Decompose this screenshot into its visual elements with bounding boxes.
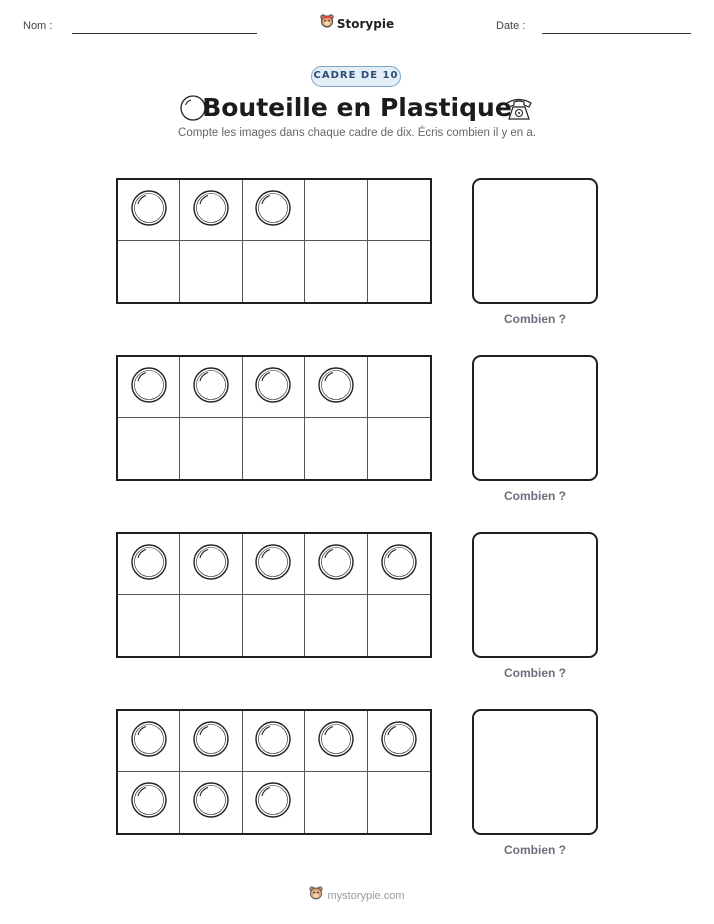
ten-frame-cell (243, 357, 305, 418)
plastic-bottle-icon (130, 543, 168, 586)
ten-frame-cell (118, 418, 180, 479)
plastic-bottle-icon (254, 781, 292, 824)
ten-frame-cell (243, 534, 305, 595)
answer-box[interactable] (472, 532, 598, 658)
ten-frame-cell (305, 595, 367, 656)
ten-frame-cell (368, 357, 430, 418)
ten-frame-cell (368, 595, 430, 656)
plastic-bottle-icon (317, 543, 355, 586)
ten-frame-cell (368, 418, 430, 479)
plastic-bottle-icon (317, 720, 355, 763)
ten-frame-cell (118, 357, 180, 418)
ten-frame-cell (305, 534, 367, 595)
answer-box[interactable] (472, 178, 598, 304)
ten-frame-cell (368, 180, 430, 241)
answer-label: Combien ? (504, 312, 566, 326)
plastic-bottle-icon (317, 366, 355, 409)
name-label: Nom : (23, 20, 53, 32)
ten-frame-cell (243, 711, 305, 772)
brand-logo (0, 14, 714, 33)
ten-frame (116, 532, 432, 658)
ten-frame-cell (118, 241, 180, 302)
ten-frame-cell (180, 357, 242, 418)
name-field[interactable] (72, 33, 257, 34)
plastic-bottle-icon (380, 720, 418, 763)
plastic-bottle-icon (254, 720, 292, 763)
ten-frame-cell (118, 595, 180, 656)
answer-box[interactable] (472, 355, 598, 481)
ten-frame-cell (243, 180, 305, 241)
answer-label: Combien ? (504, 843, 566, 857)
plastic-bottle-icon (254, 189, 292, 232)
ten-frame-cell (368, 772, 430, 833)
instructions: Compte les images dans chaque cadre de dix. Écris combien il y en a. (178, 127, 536, 139)
answer-box[interactable] (472, 709, 598, 835)
ten-frame-cell (118, 711, 180, 772)
bear-mascot-icon (309, 886, 323, 905)
answer-label: Combien ? (504, 666, 566, 680)
ten-frame-cell (180, 534, 242, 595)
plastic-bottle-icon (254, 543, 292, 586)
ten-frame (116, 709, 432, 835)
ten-frame (116, 355, 432, 481)
footer (0, 886, 714, 905)
bear-mascot-icon (320, 14, 334, 33)
plastic-bottle-icon (130, 189, 168, 232)
brand-name: Storypie (336, 16, 395, 31)
plastic-bottle-icon (192, 781, 230, 824)
plastic-bottle-icon (254, 366, 292, 409)
ten-frame-cell (180, 418, 242, 479)
ten-frame-cell (243, 241, 305, 302)
ten-frame-cell (243, 595, 305, 656)
ten-frame-cell (368, 711, 430, 772)
worksheet-type-badge: CADRE DE 10 (311, 66, 401, 87)
page-title: Bouteille en Plastique (202, 93, 512, 122)
date-field[interactable] (542, 33, 691, 34)
ten-frame-cell (180, 241, 242, 302)
ten-frame-cell (243, 418, 305, 479)
plastic-bottle-icon (192, 543, 230, 586)
ten-frame-cell (243, 772, 305, 833)
plastic-bottle-icon (130, 720, 168, 763)
ten-frame-cell (305, 180, 367, 241)
plastic-bottle-icon (130, 781, 168, 824)
ten-frame-cell (180, 711, 242, 772)
ten-frame-cell (368, 241, 430, 302)
ten-frame (116, 178, 432, 304)
ten-frame-cell (305, 772, 367, 833)
footer-url: mystorypie.com (327, 889, 405, 902)
telephone-icon (504, 93, 534, 128)
date-label: Date : (496, 20, 526, 32)
ten-frame-cell (305, 241, 367, 302)
ten-frame-cell (118, 772, 180, 833)
plastic-bottle-icon (192, 720, 230, 763)
plastic-bottle-icon (192, 189, 230, 232)
ten-frame-cell (118, 534, 180, 595)
ten-frame-cell (180, 772, 242, 833)
plastic-bottle-icon (380, 543, 418, 586)
answer-label: Combien ? (504, 489, 566, 503)
ten-frame-cell (368, 534, 430, 595)
plastic-bottle-icon (130, 366, 168, 409)
ten-frame-cell (118, 180, 180, 241)
ten-frame-cell (305, 418, 367, 479)
ten-frame-cell (180, 595, 242, 656)
plastic-bottle-icon (192, 366, 230, 409)
ten-frame-cell (305, 357, 367, 418)
ten-frame-cell (180, 180, 242, 241)
ten-frame-cell (305, 711, 367, 772)
